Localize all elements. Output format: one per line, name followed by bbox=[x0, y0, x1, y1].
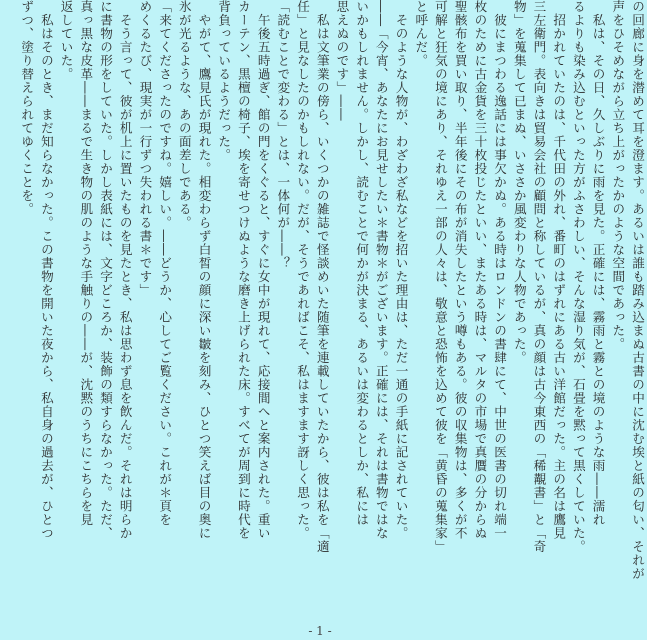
vertical-text-block bbox=[19, 0, 645, 604]
text-line: 聖骸布を買い取り、半年後にその布が消失したという噂もある。彼の収集物は、多くが不 bbox=[452, 0, 468, 540]
text-line: 私は、その日、久しぶりに雨を見た。正確には、霧雨と霧との境のような雨――濡れ bbox=[590, 0, 606, 527]
text-line: 思えぬのです」―― bbox=[334, 0, 350, 122]
page-number: - 1 - bbox=[308, 624, 332, 638]
text-line: やがて、鷹見氏が現れた。相変わらず白皙の顔に深い皺を刻み、ひとつ笑えば目の奥に bbox=[196, 0, 212, 540]
text-line: 招かれていたのは、千代田の外れ、番町のはずれにある古い洋館だった。主の名は鷹見 bbox=[551, 0, 567, 540]
text-line: めくるたび、現実が一行ずつ失われる書＊です」 bbox=[137, 0, 153, 297]
text-line: 背負っているようだった。 bbox=[216, 0, 232, 162]
text-line: 午後五時過ぎ、館の門をくぐると、すぐに女中が現れて、応接間へと案内された。重い bbox=[255, 0, 271, 540]
text-line: 私はそのとき、まだ知らなかった。この書物を開いた夜から、私自身の過去が、ひとつ bbox=[38, 0, 54, 540]
text-line: 物」を蒐集して已まぬ、いささか風変わりな人物であった。 bbox=[511, 0, 527, 365]
text-line: に書物の形をしていた。しかし表紙には、文字どころか、装飾の類すらなかった。ただ、 bbox=[98, 0, 114, 540]
text-line: カーテン、黒檀の椅子、埃を寄せつけぬような磨き上げられた床。すべてが周到に時代を bbox=[235, 0, 251, 540]
text-line: 枚のために古金貨を三十枚投じたといい、またある時は、マルタの市場で真贋の分からぬ bbox=[472, 0, 488, 540]
text-line: ――「今宵、あなたにお見せしたい＊書物＊がございます。正確には、それは書物ではな bbox=[373, 0, 389, 540]
text-line: るよりも染み込むといった方がふさわしい、そんな湿り気が、石畳を黙って黒くしていた。 bbox=[570, 0, 586, 554]
text-line: 任」と見なしたのかもしれない。だが、そうであればこそ、私はますます訝しく思った。 bbox=[295, 0, 311, 540]
text-line: ずつ、塗り替えられてゆくことを。 bbox=[19, 0, 35, 216]
text-line: 「読むことで変わる」とは、一体何が――？ bbox=[275, 0, 291, 270]
text-line: 彼にまつわる逸話には事欠かぬ。ある時はロンドンの書肆にて、中世の医書の切れ端一 bbox=[492, 0, 508, 540]
text-line: 声をひそめながら立ち上がったかのような空間であった。 bbox=[610, 0, 626, 351]
text-line: と呼んだ。 bbox=[413, 0, 429, 68]
text-line: 真っ黒な皮革――まるで生き物の肌のような手触りの――が、沈黙のうちにこちらを見 bbox=[78, 0, 94, 527]
text-line: そう言って、彼が机上に置いたものを見たとき、私は思わず息を飲んだ。それは明らか bbox=[117, 0, 133, 540]
text-line: 「来てくださったのですね。嬉しい。――どうか、心してご覧ください。これが＊頁を bbox=[157, 0, 173, 527]
text-line: の回廊に身を潜めて耳を澄ます。あるいは誰も踏み込まぬ古書の中に沈む埃と紙の匂い、それが bbox=[630, 0, 645, 581]
text-line: 返していた。 bbox=[58, 0, 74, 81]
text-line: 氷が光るような、あの面差しである。 bbox=[176, 0, 192, 230]
text-line: 可解と狂気の境にあり、それゆえ一部の人々は、敬意と恐怖を込めて彼を「黄昏の蒐集家」 bbox=[432, 0, 448, 554]
text-line: そのような人物が、わざわざ私などを招いた理由は、ただ一通の手紙に記されていた。 bbox=[393, 0, 409, 540]
text-line: 三左衛門。表向きは貿易会社の顧問と称しているが、真の顔は古今東西の「稀覯書」と「奇 bbox=[531, 0, 547, 554]
text-line: 私は文筆業の傍ら、いくつかの雑誌で怪談めいた随筆を連載していたから、彼は私を「適 bbox=[314, 0, 330, 554]
body-text bbox=[17, 0, 647, 604]
text-line: いかもしれません。しかし、読むことで何かが決まる、あるいは変わるとしか、私には bbox=[354, 0, 370, 527]
